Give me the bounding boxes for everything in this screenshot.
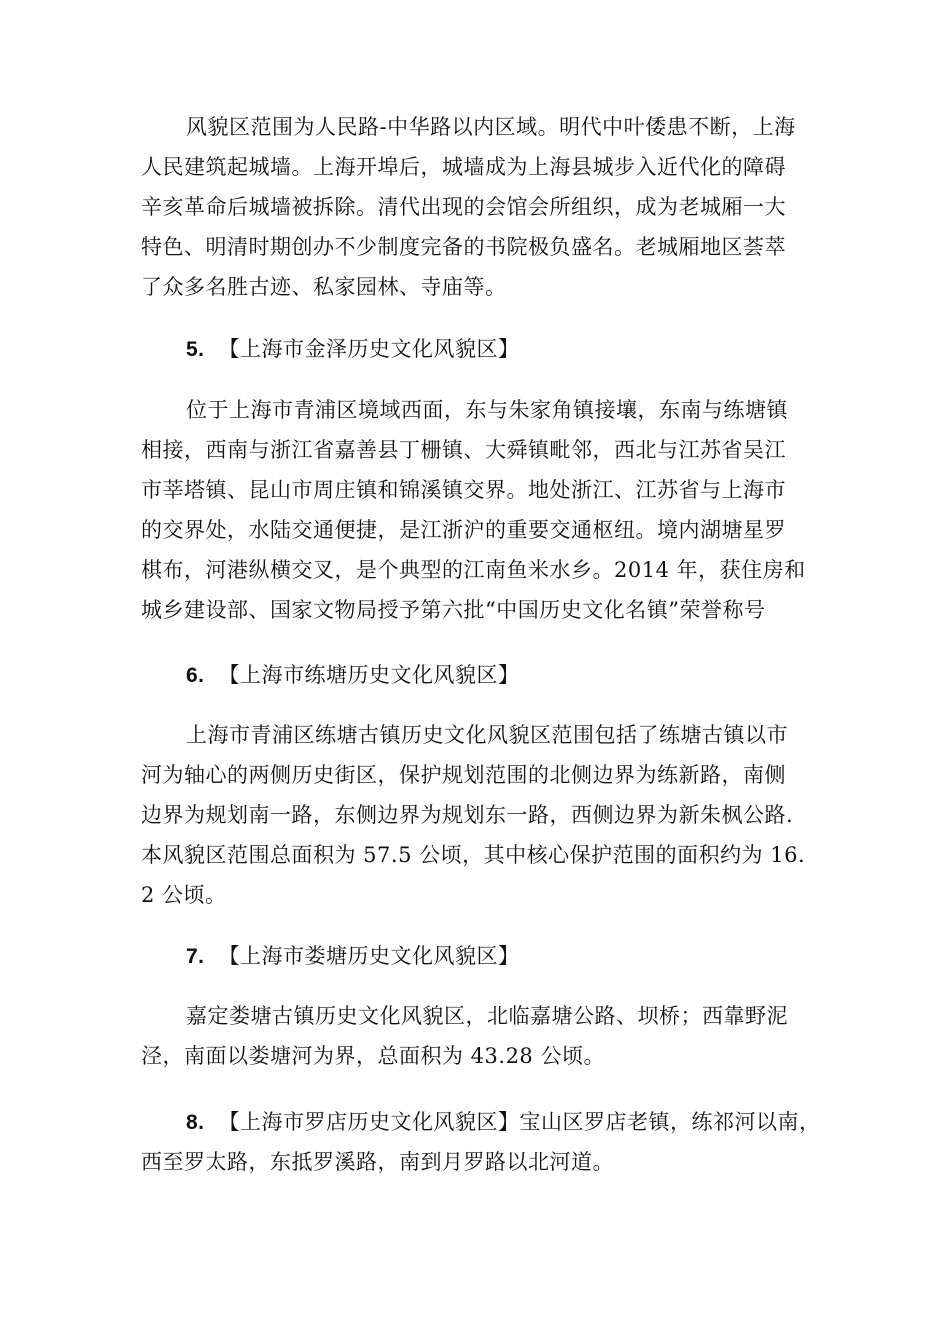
section-heading xyxy=(186,1107,821,1138)
paragraph-line: 风貌区范围为人民路-中华路以内区域。明代中叶倭患不断，上海 xyxy=(186,115,796,139)
paragraph-line: 河为轴心的两侧历史街区，保护规划范围的北侧边界为练新路，南侧 xyxy=(141,763,786,787)
section-heading xyxy=(186,660,520,691)
section-number: 8. xyxy=(186,1111,205,1134)
paragraph-line: 人民建筑起城墙。上海开埠后，城墙成为上海县城步入近代化的障碍 xyxy=(141,155,786,179)
section-number: 5. xyxy=(186,338,205,361)
paragraph-line: 泾，南面以娄塘河为界，总面积为 43.28 公顷。 xyxy=(141,1044,605,1068)
paragraph-line: 边界为规划南一路，东侧边界为规划东一路，西侧边界为新朱枫公路. xyxy=(141,803,794,827)
section-title: 【上海市练塘历史文化风貌区】 xyxy=(218,663,520,687)
paragraph-line: 相接，西南与浙江省嘉善县丁栅镇、大舜镇毗邻，西北与江苏省吴江 xyxy=(141,438,786,462)
paragraph-line: 嘉定娄塘古镇历史文化风貌区，北临嘉塘公路、坝桥；西靠野泥 xyxy=(186,1004,788,1028)
section-title: 【上海市金泽历史文化风貌区】 xyxy=(218,337,520,361)
paragraph-line: 位于上海市青浦区境域西面，东与朱家角镇接壤，东南与练塘镇 xyxy=(186,398,788,422)
paragraph-line: 的交界处，水陆交通便捷，是江浙沪的重要交通枢纽。境内湖塘星罗 xyxy=(141,518,786,542)
paragraph-line: 西至罗太路，东抵罗溪路，南到月罗路以北河道。 xyxy=(141,1150,614,1174)
section-title: 【上海市罗店历史文化风貌区】 xyxy=(218,1110,520,1134)
paragraph-line: 本风貌区范围总面积为 57.5 公顷，其中核心保护范围的面积约为 16. xyxy=(141,843,806,867)
paragraph-line: 市莘塔镇、昆山市周庄镇和锦溪镇交界。地处浙江、江苏省与上海市 xyxy=(141,478,786,502)
paragraph-line: 特色、明清时期创办不少制度完备的书院极负盛名。老城厢地区荟萃 xyxy=(141,235,786,259)
paragraph-line: 了众多名胜古迹、私家园林、寺庙等。 xyxy=(141,275,507,299)
section-title: 【上海市娄塘历史文化风貌区】 xyxy=(218,944,520,968)
section-heading xyxy=(186,941,520,972)
section-title-tail: 宝山区罗店老镇，练祁河以南， xyxy=(519,1110,821,1134)
paragraph-line: 城乡建设部、国家文物局授予第六批“中国历史文化名镇”荣誉称号 xyxy=(141,598,766,622)
paragraph-line: 辛亥革命后城墙被拆除。清代出现的会馆会所组织，成为老城厢一大 xyxy=(141,195,786,219)
section-number: 7. xyxy=(186,945,205,968)
section-number: 6. xyxy=(186,664,205,687)
paragraph-line: 棋布，河港纵横交叉，是个典型的江南鱼米水乡。2014 年，获住房和 xyxy=(141,558,806,582)
paragraph-line: 2 公顷。 xyxy=(141,883,227,907)
paragraph-line: 上海市青浦区练塘古镇历史文化风貌区范围包括了练塘古镇以市 xyxy=(186,723,788,747)
section-heading xyxy=(186,334,520,365)
